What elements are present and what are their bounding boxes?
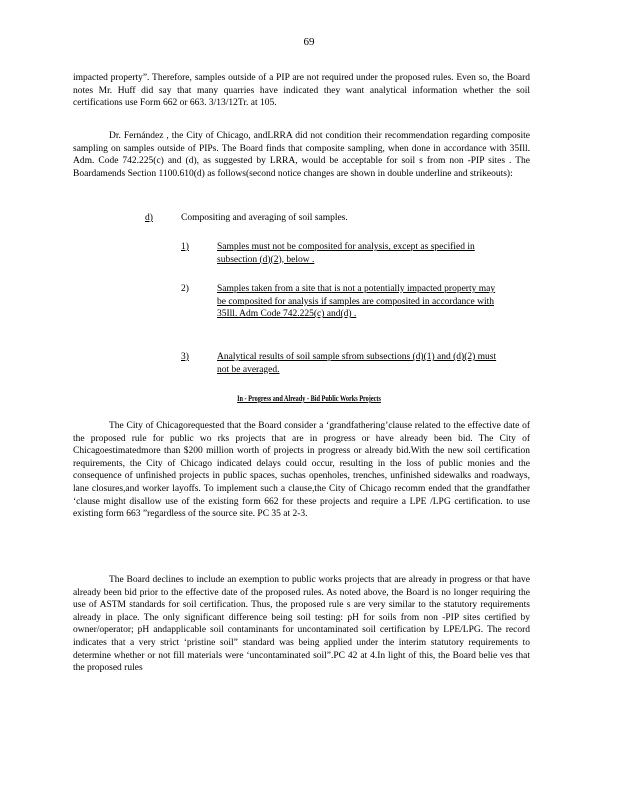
paragraph-1: impacted property”. Therefore, samples outside of a PIP are not required under the proposed rules. Even so, the Board notes Mr. Huff did say that many quarries have indicated they want analytical information whether the soil certifications use Form 662 or 663. 3/13/12Tr. at 105. [73,73,530,109]
subsection-d [145,212,348,225]
list-item-3-text: Analytical results of soil sample sfrom subsections (d)(1) and (d)(2) must not be averaged. [217,352,497,375]
list-item-2-text: Samples taken from a site that is not a potentially impacted property may be composited for analysis if samples are composited in accordance with 35Ill. Adm Code 742.225(c) and(d) . [217,284,496,320]
list-item-1 [181,241,501,266]
list-item-2 [181,283,501,321]
list-item-2-label: 2) [181,284,189,294]
section-heading: In - Progress and Already - Bid Public Works Projects [237,394,381,403]
subsection-d-text: Compositing and averaging of soil samples. [181,213,348,223]
list-item-3-label: 3) [181,352,189,362]
paragraph-3: The City of Chicagorequested that the Board consider a ‘grandfathering’clause related to the effective date of the proposed rule for public wo rks projects that are in progress or have already been bid. The City of Chicagoestimatedmore than $200 million worth of projects in progress or already bid.With the new soil certification requirements, the City of Chicago indicated delays could occur, resulting in the loss of public monies and the consequence of unfinished projects in public spaces, suchas openholes, trenches, unfinished sidewalks and roadways, lane closures,and worker layoffs. To implement such a clause,the City of Chicago recomm ended that the grandfather ‘clause might disallow use of the existing form 662 for these projects and require a LPE /LPG certification. to use existing form 663 ”regardless of the source site. PC 35 at 2-3. [73,421,530,520]
subsection-d-label: d) [145,213,153,223]
paragraph-2: Dr. Fernández , the City of Chicago, andLRRA did not condition their recommendation regarding composite sampling on samples outside of PIPs. The Board finds that composite sampling, when done in accordance with 35Ill. Adm. Code 742.225(c) and (d), as suggested by LRRA, would be acceptable for soil s from non -PIP sites . The Boardamends Section 1100.610(d) as follows(second notice changes are shown in double underline and strikeouts): [73,131,530,179]
list-item-1-text: Samples must not be composited for analysis, except as specified in subsection (d)(2), below . [217,242,475,265]
page-number: 69 [303,36,315,48]
list-item-3 [181,351,501,376]
list-item-1-label: 1) [181,242,189,252]
paragraph-4: The Board declines to include an exemption to public works projects that are already in progress or that have already been bid prior to the effective date of the proposed rules. As noted above, the Board is no longer requiring the use of ASTM standards for soil certification. Thus, the proposed rule s are very similar to the statutory requirements already in place. The only significant difference being soil testing: pH for soils from non -PIP sites certified by owner/operator; pH andapplicable soil contaminants for uncontaminated soil certification by LPE/LPG. The record indicates that a very strict ‘pristine soil” standard was being applied under the interim statutory requirements to determine whether or not fill materials were ‘uncontaminated soil”.PC 42 at 4.In light of this, the Board belie ves that the proposed rules [73,575,530,674]
